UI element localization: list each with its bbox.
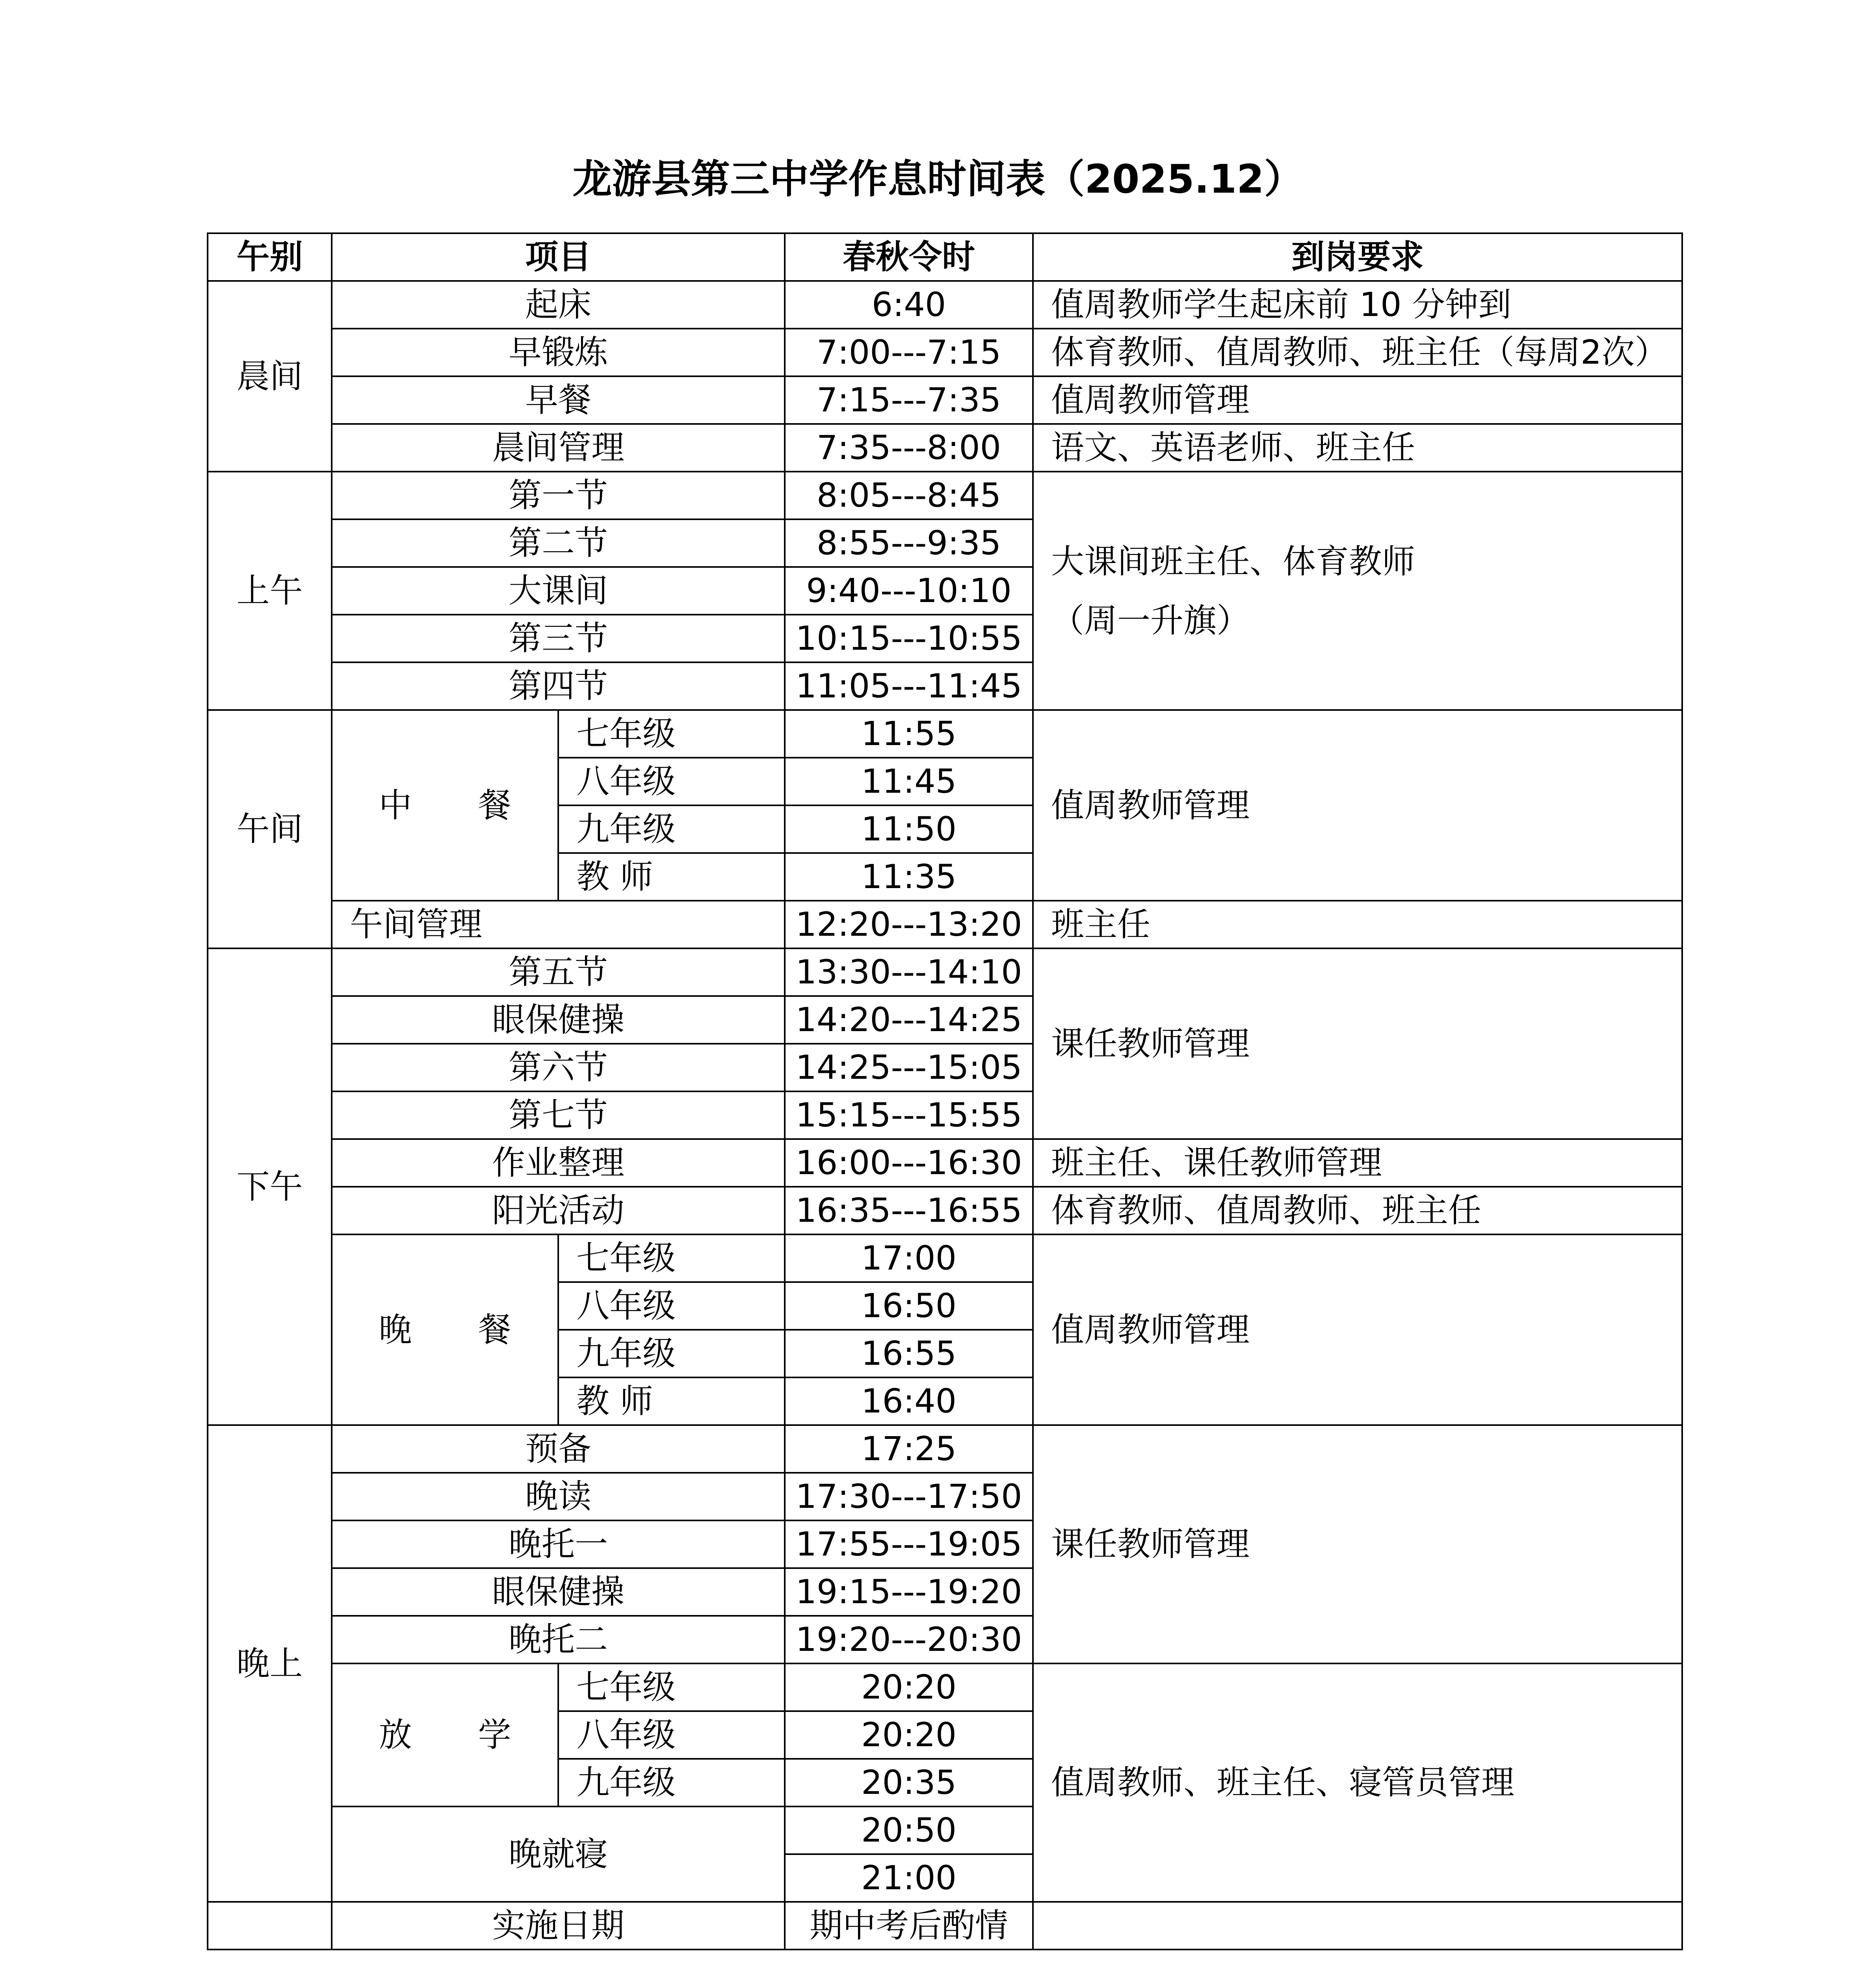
item-cell: 第六节 bbox=[332, 1044, 785, 1091]
dismiss-group-label: 放 学 bbox=[332, 1663, 558, 1806]
time-cell: 20:35 bbox=[785, 1759, 1033, 1806]
time-cell: 20:50 bbox=[785, 1806, 1033, 1854]
time-cell: 14:20---14:25 bbox=[785, 996, 1033, 1044]
period-evening: 晚上 bbox=[208, 1425, 332, 1902]
time-cell: 11:50 bbox=[785, 805, 1033, 853]
item-cell: 第二节 bbox=[332, 519, 785, 567]
grade-cell: 九年级 bbox=[558, 805, 785, 853]
grade-cell: 八年级 bbox=[558, 1282, 785, 1330]
header-item: 项目 bbox=[332, 233, 785, 281]
table-row bbox=[208, 1139, 1682, 1187]
am-req-line1: 大课间班主任、体育教师 bbox=[1051, 542, 1415, 581]
requirement-cell: 班主任 bbox=[1033, 901, 1682, 948]
schedule-table bbox=[207, 232, 1683, 1950]
requirement-cell: 值周教师管理 bbox=[1033, 1234, 1682, 1425]
item-cell: 第三节 bbox=[332, 615, 785, 662]
period-morning: 晨间 bbox=[208, 281, 332, 472]
header-requirement: 到岗要求 bbox=[1033, 233, 1682, 281]
requirement-cell: 值周教师、班主任、寝管员管理 bbox=[1033, 1663, 1682, 1902]
time-cell: 8:05---8:45 bbox=[785, 472, 1033, 519]
item-cell: 作业整理 bbox=[332, 1139, 785, 1187]
item-cell: 第五节 bbox=[332, 948, 785, 996]
grade-cell: 八年级 bbox=[558, 758, 785, 805]
table-header-row bbox=[208, 233, 1682, 281]
table-row bbox=[208, 1663, 1682, 1711]
empty-cell bbox=[208, 1902, 332, 1950]
time-cell: 13:30---14:10 bbox=[785, 948, 1033, 996]
time-cell: 7:35---8:00 bbox=[785, 424, 1033, 472]
time-cell: 21:00 bbox=[785, 1854, 1033, 1902]
time-cell: 期中考后酌情 bbox=[785, 1902, 1033, 1950]
table-row bbox=[208, 901, 1682, 948]
lunch-group-label: 中 餐 bbox=[332, 710, 558, 901]
empty-cell bbox=[1033, 1902, 1682, 1950]
item-cell: 预备 bbox=[332, 1425, 785, 1473]
requirement-cell-am bbox=[1033, 472, 1682, 710]
requirement-cell: 课任教师管理 bbox=[1033, 948, 1682, 1139]
time-cell: 16:40 bbox=[785, 1377, 1033, 1425]
grade-cell: 七年级 bbox=[558, 1663, 785, 1711]
time-cell: 16:35---16:55 bbox=[785, 1187, 1033, 1234]
item-cell: 晚读 bbox=[332, 1473, 785, 1520]
time-cell: 14:25---15:05 bbox=[785, 1044, 1033, 1091]
item-cell: 起床 bbox=[332, 281, 785, 329]
requirement-cell: 语文、英语老师、班主任 bbox=[1033, 424, 1682, 472]
time-cell: 7:00---7:15 bbox=[785, 329, 1033, 376]
table-row bbox=[208, 281, 1682, 329]
table-row bbox=[208, 424, 1682, 472]
grade-cell: 教 师 bbox=[558, 1377, 785, 1425]
requirement-cell: 值周教师管理 bbox=[1033, 710, 1682, 901]
time-cell: 15:15---15:55 bbox=[785, 1091, 1033, 1139]
item-cell: 晨间管理 bbox=[332, 424, 785, 472]
item-cell: 实施日期 bbox=[332, 1902, 785, 1950]
time-cell: 16:50 bbox=[785, 1282, 1033, 1330]
page-title: 龙游县第三中学作息时间表（2025.12） bbox=[572, 156, 1304, 202]
grade-cell: 九年级 bbox=[558, 1759, 785, 1806]
item-cell: 晚托一 bbox=[332, 1520, 785, 1568]
time-cell: 19:15---19:20 bbox=[785, 1568, 1033, 1616]
time-cell: 17:00 bbox=[785, 1234, 1033, 1282]
time-cell: 17:25 bbox=[785, 1425, 1033, 1473]
requirement-cell: 课任教师管理 bbox=[1033, 1425, 1682, 1663]
table-row bbox=[208, 1902, 1682, 1950]
time-cell: 8:55---9:35 bbox=[785, 519, 1033, 567]
requirement-cell: 体育教师、值周教师、班主任 bbox=[1033, 1187, 1682, 1234]
item-cell: 第一节 bbox=[332, 472, 785, 519]
period-am: 上午 bbox=[208, 472, 332, 710]
header-time: 春秋令时 bbox=[785, 233, 1033, 281]
table-row bbox=[208, 1425, 1682, 1473]
time-cell: 6:40 bbox=[785, 281, 1033, 329]
time-cell: 11:55 bbox=[785, 710, 1033, 758]
period-pm: 下午 bbox=[208, 948, 332, 1425]
sleep-label: 晚就寝 bbox=[332, 1806, 785, 1902]
time-cell: 19:20---20:30 bbox=[785, 1616, 1033, 1663]
time-cell: 16:55 bbox=[785, 1330, 1033, 1377]
table-row bbox=[208, 1187, 1682, 1234]
item-cell: 第四节 bbox=[332, 662, 785, 710]
table-row bbox=[208, 376, 1682, 424]
grade-cell: 八年级 bbox=[558, 1711, 785, 1759]
requirement-cell: 值周教师学生起床前 10 分钟到 bbox=[1033, 281, 1682, 329]
item-cell: 午间管理 bbox=[332, 901, 785, 948]
table-row bbox=[208, 948, 1682, 996]
item-cell: 阳光活动 bbox=[332, 1187, 785, 1234]
item-cell: 眼保健操 bbox=[332, 1568, 785, 1616]
item-cell: 大课间 bbox=[332, 567, 785, 615]
time-cell: 12:20---13:20 bbox=[785, 901, 1033, 948]
header-period: 午别 bbox=[208, 233, 332, 281]
table-row bbox=[208, 329, 1682, 376]
period-noon: 午间 bbox=[208, 710, 332, 948]
time-cell: 20:20 bbox=[785, 1711, 1033, 1759]
table-row bbox=[208, 472, 1682, 519]
item-cell: 早餐 bbox=[332, 376, 785, 424]
time-cell: 7:15---7:35 bbox=[785, 376, 1033, 424]
grade-cell: 七年级 bbox=[558, 710, 785, 758]
dinner-group-label: 晚 餐 bbox=[332, 1234, 558, 1425]
time-cell: 11:35 bbox=[785, 853, 1033, 901]
requirement-cell: 体育教师、值周教师、班主任（每周2次） bbox=[1033, 329, 1682, 376]
time-cell: 17:55---19:05 bbox=[785, 1520, 1033, 1568]
time-cell: 11:05---11:45 bbox=[785, 662, 1033, 710]
item-cell: 第七节 bbox=[332, 1091, 785, 1139]
item-cell: 眼保健操 bbox=[332, 996, 785, 1044]
item-cell: 早锻炼 bbox=[332, 329, 785, 376]
table-row bbox=[208, 710, 1682, 758]
table-row bbox=[208, 1234, 1682, 1282]
item-cell: 晚托二 bbox=[332, 1616, 785, 1663]
time-cell: 17:30---17:50 bbox=[785, 1473, 1033, 1520]
am-req-line2: （周一升旗） bbox=[1051, 601, 1250, 640]
grade-cell: 教 师 bbox=[558, 853, 785, 901]
requirement-cell: 班主任、课任教师管理 bbox=[1033, 1139, 1682, 1187]
time-cell: 9:40---10:10 bbox=[785, 567, 1033, 615]
time-cell: 16:00---16:30 bbox=[785, 1139, 1033, 1187]
time-cell: 10:15---10:55 bbox=[785, 615, 1033, 662]
time-cell: 20:20 bbox=[785, 1663, 1033, 1711]
grade-cell: 九年级 bbox=[558, 1330, 785, 1377]
grade-cell: 七年级 bbox=[558, 1234, 785, 1282]
time-cell: 11:45 bbox=[785, 758, 1033, 805]
requirement-cell: 值周教师管理 bbox=[1033, 376, 1682, 424]
